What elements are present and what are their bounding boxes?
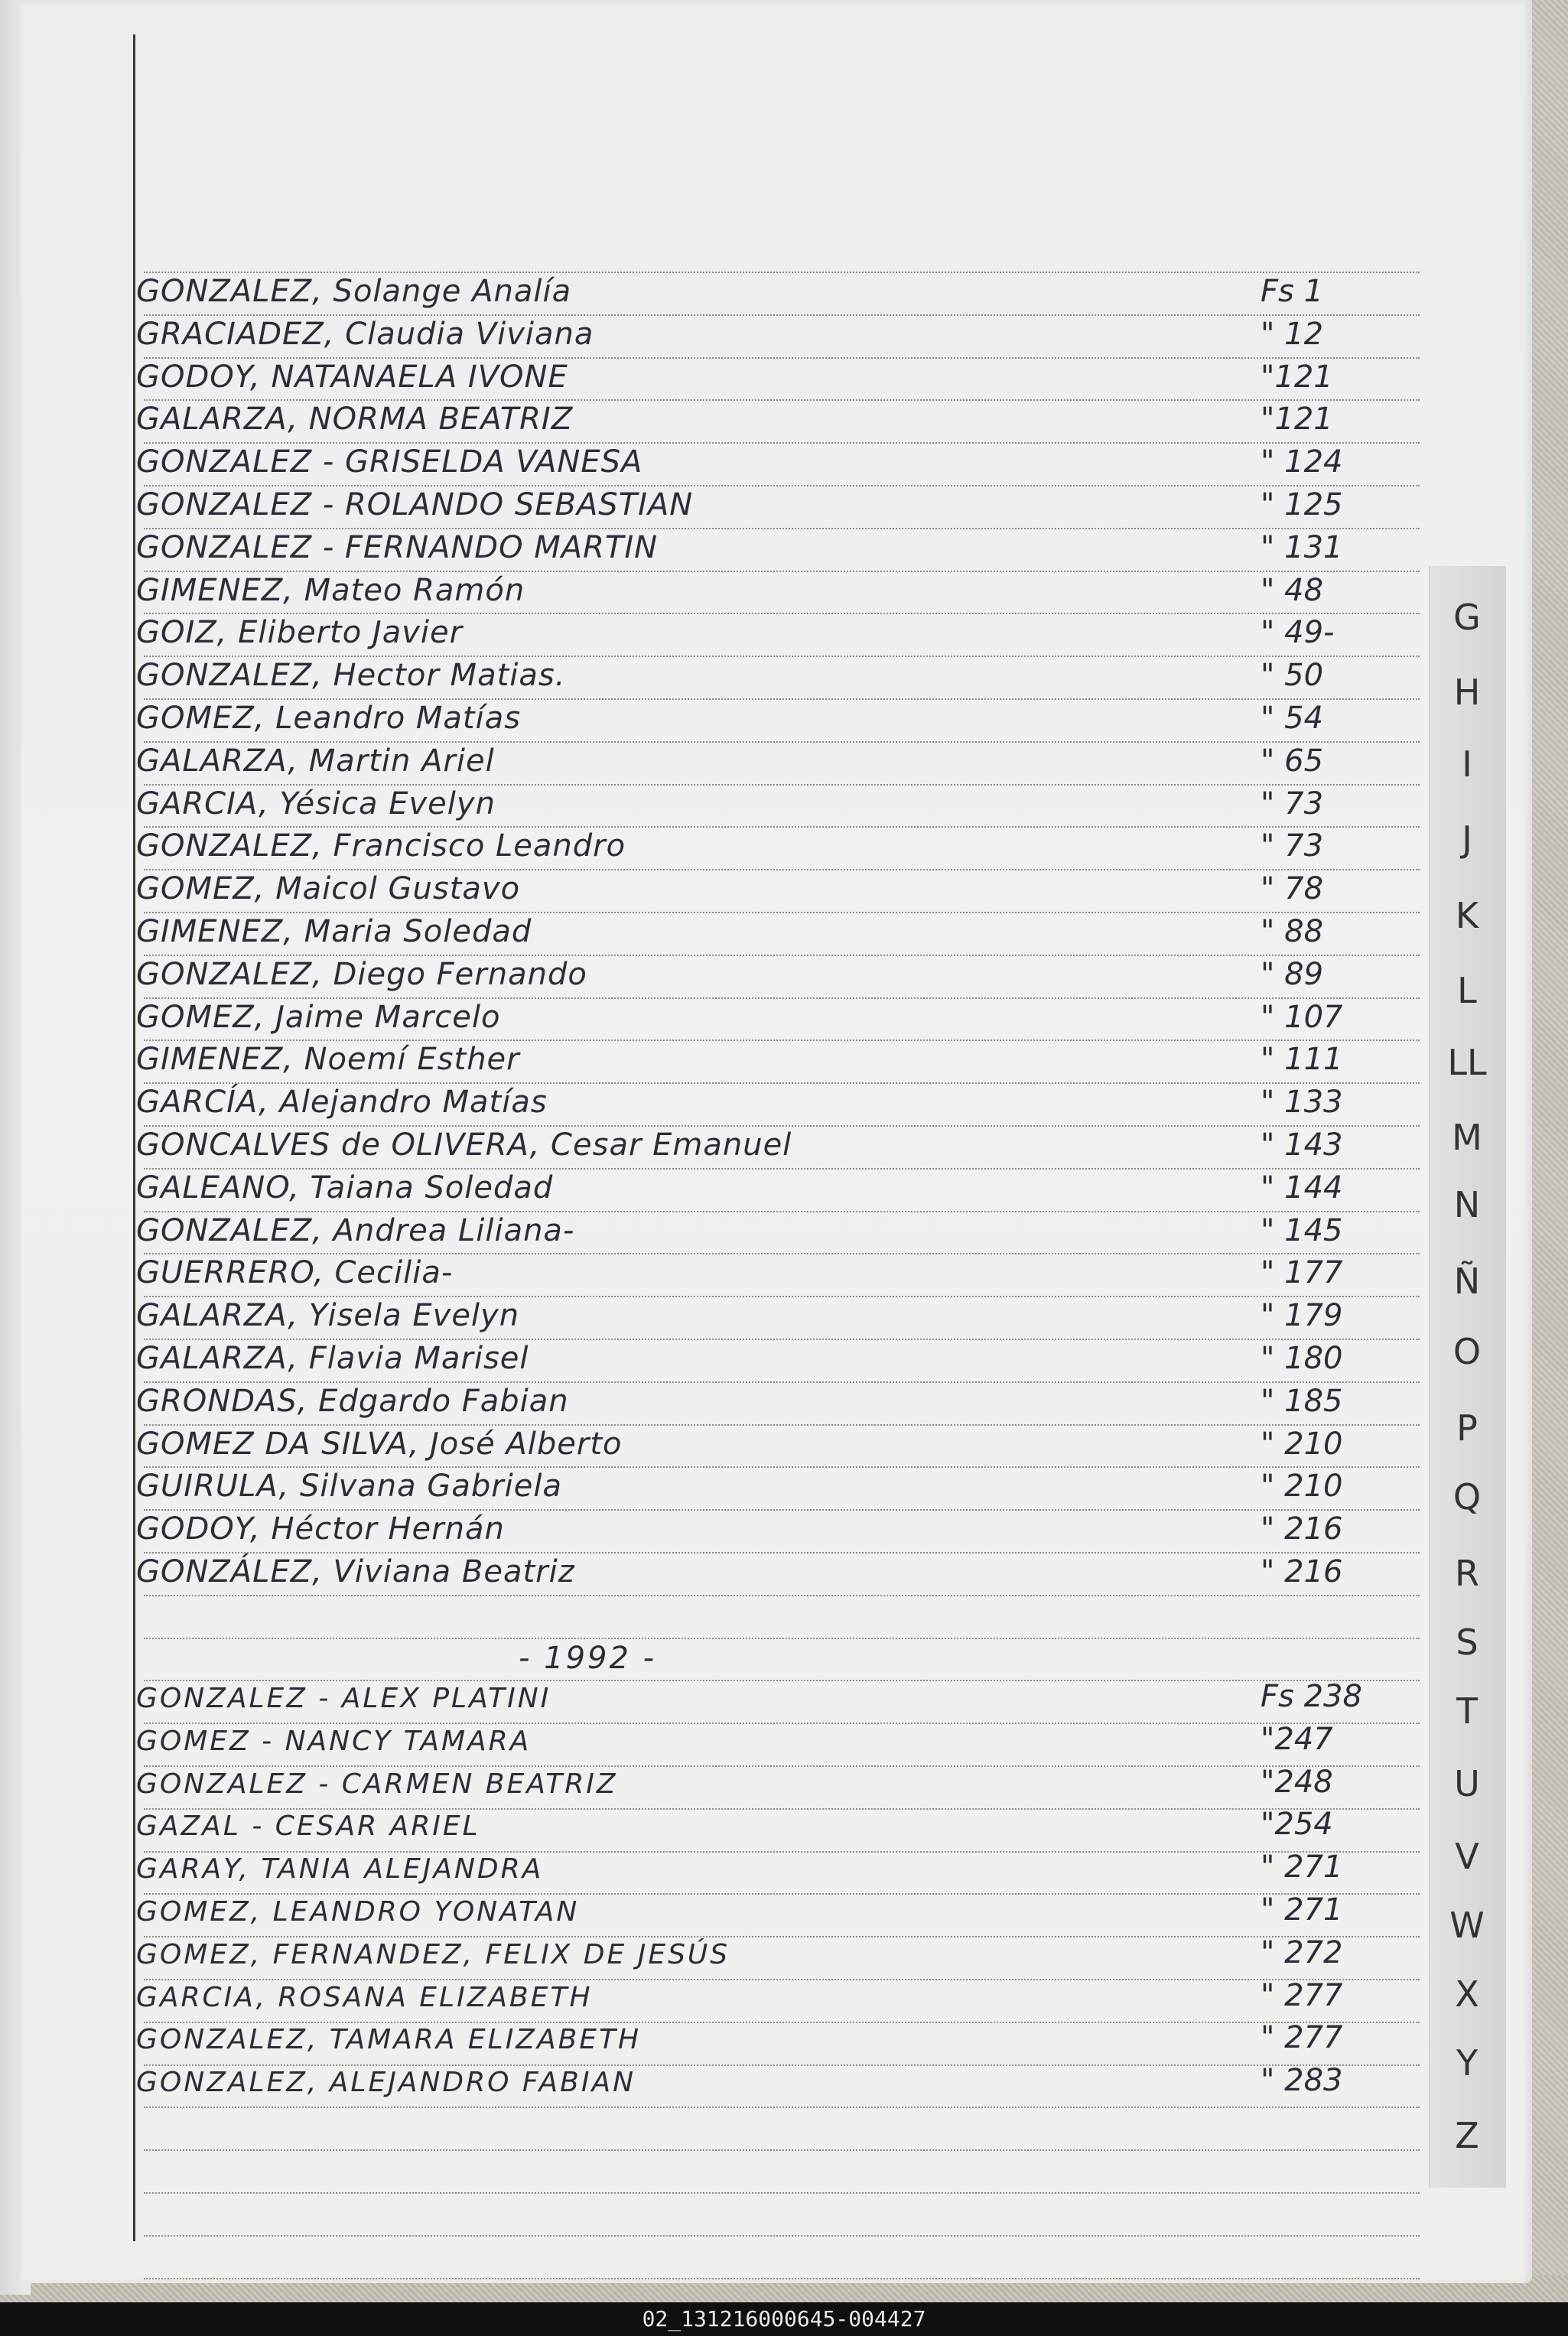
ledger-entry [136,1428,1436,1465]
ledger-page [21,0,1532,2283]
entry-name: GONZALEZ - FERNANDO MARTIN [136,529,659,565]
entry-name: GONZALEZ, Andrea Liliana- [136,1212,575,1248]
index-tab-7[interactable]: LL [1447,1042,1487,1083]
entry-name: GONZALEZ, Solange Analía [136,274,572,309]
entry-name: GALARZA, Martin Ariel [136,743,495,779]
ledger-entry [136,1977,1436,2016]
index-tab-10[interactable]: Ñ [1453,1261,1481,1302]
entry-name: GOMEZ, LEANDRO YONATAN [136,1896,580,1928]
ledger-entry [136,1212,1436,1251]
entry-name: GOMEZ, Leandro Matías [136,701,522,736]
image-id-footer: 02_131216000645-004427 [0,2302,1568,2336]
index-tab-20[interactable]: X [1455,1973,1479,2015]
ledger-entry [136,659,1436,696]
entry-folio: " 131 [1261,529,1343,565]
entry-folio: " 107 [1261,999,1343,1035]
ledger-entry [136,275,1436,312]
entry-name: GONZALEZ, Francisco Leandro [136,828,626,864]
ruled-line [144,656,1420,657]
index-tab-1[interactable]: G [1453,597,1481,638]
ruled-line [144,698,1420,700]
ruled-line [144,955,1420,956]
entry-name: GRONDAS, Edgardo Fabian [136,1383,569,1419]
entry-name: GARAY, TANIA ALEJANDRA [136,1853,544,1885]
entry-name: GRACIADEZ, Claudia Viviana [136,316,594,352]
ledger-entry [136,745,1436,782]
ledger-entry [136,1300,1436,1336]
ledger-entry [136,1934,1436,1973]
ruled-line [144,1125,1420,1127]
ruled-line [144,399,1420,401]
entry-name: GALARZA, Flavia Marisel [136,1341,529,1376]
entry-name: GIMENEZ, Noemí Esther [136,1042,520,1078]
entry-folio: "121 [1261,402,1333,438]
index-tab-5[interactable]: K [1455,895,1479,936]
entry-name: GUERRERO, Cecilia- [136,1255,454,1291]
ruled-line [144,2149,1420,2151]
index-tab-3[interactable]: I [1462,743,1472,785]
entry-name: GODOY, NATANAELA IVONE [136,359,568,395]
entry-folio: " 144 [1261,1170,1343,1205]
entry-name: GONZÁLEZ, Viviana Beatriz [136,1554,575,1589]
ledger-entry [136,702,1436,739]
index-tab-13[interactable]: Q [1453,1476,1482,1518]
entry-folio: " 179 [1261,1298,1343,1334]
entry-folio: "254 [1261,1807,1333,1843]
entry-folio: "247 [1261,1721,1333,1757]
ledger-entry [136,1470,1436,1507]
index-tab-6[interactable]: L [1457,970,1477,1011]
ledger-entry [136,1513,1436,1550]
ledger-entry [136,529,1436,568]
ruled-line [144,1082,1420,1084]
index-tab-4[interactable]: J [1462,818,1472,860]
entry-folio: Fs 1 [1261,274,1324,309]
ruled-line [144,442,1420,444]
ruled-line [144,741,1420,743]
entry-name: GONZALEZ - ALEX PLATINI [136,1683,551,1714]
entry-folio: " 89 [1261,956,1324,992]
ledger-entry [136,830,1436,867]
ruled-line [144,1595,1420,1596]
ruled-line [144,997,1420,999]
ruled-line [144,2107,1420,2108]
ledger-entry [136,1680,1436,1717]
index-tab-22[interactable]: Z [1455,2115,1479,2156]
entry-name: GODOY, Héctor Hernán [136,1511,505,1547]
entry-name: GOMEZ DA SILVA, José Alberto [136,1426,623,1462]
index-tab-18[interactable]: V [1455,1836,1479,1877]
entry-name: GALARZA, Yisela Evelyn [136,1298,520,1334]
ledger-entry [136,1001,1436,1038]
ledger-entry [136,1086,1436,1123]
entry-name: GONZALEZ, ALEJANDRO FABIAN [136,2067,636,2099]
index-tab-12[interactable]: P [1456,1407,1478,1449]
ledger-entry [136,2064,1436,2101]
ruled-line [144,272,1420,273]
entry-name: GOMEZ, FERNANDEZ, FELIX DE JESÚS [136,1938,730,1970]
entry-folio: " 216 [1261,1554,1343,1589]
ruled-line [144,912,1420,913]
entry-name: GIMENEZ, Maria Soledad [136,914,532,949]
ruled-line [144,571,1420,572]
index-tab-16[interactable]: T [1456,1690,1479,1732]
index-tab-15[interactable]: S [1456,1622,1479,1663]
ruled-line [144,528,1420,529]
entry-folio: " 143 [1261,1127,1343,1163]
ruled-line [144,1039,1420,1041]
ledger-entry [136,958,1436,995]
index-tab-14[interactable]: R [1455,1553,1479,1594]
entry-folio: " 277 [1261,1977,1343,2013]
ruled-line [144,1424,1420,1426]
ruled-line [144,826,1420,828]
entry-name: GONZALEZ - CARMEN BEATRIZ [136,1768,618,1800]
entry-folio: " 65 [1261,743,1324,779]
entry-name: GONZALEZ - GRISELDA VANESA [136,444,643,480]
ledger-entry [136,489,1436,525]
ruled-line [144,1168,1420,1170]
entry-folio: " 272 [1261,1934,1343,1970]
entry-folio: " 50 [1261,658,1324,694]
ledger-entry [136,1851,1436,1888]
ruled-line [144,2235,1420,2237]
entry-folio: "121 [1261,359,1333,395]
entry-folio: " 277 [1261,2020,1343,2056]
ruled-line [144,1638,1420,1639]
ledger-entry [136,1808,1436,1845]
ruled-line [144,869,1420,870]
index-tab-8[interactable]: M [1452,1117,1482,1158]
ledger-entry [136,1257,1436,1293]
entry-folio: " 177 [1261,1255,1343,1291]
entry-folio: " 185 [1261,1383,1343,1419]
ruled-line [144,1253,1420,1254]
entry-name: GOMEZ, Jaime Marcelo [136,999,501,1035]
entry-folio: " 78 [1261,871,1324,907]
index-tab-21[interactable]: Y [1456,2042,1479,2084]
entry-folio: " 54 [1261,701,1324,736]
ledger-entry [136,574,1436,611]
year-heading: - 1992 - [519,1641,657,1676]
entry-name: GALEANO, Taiana Soledad [136,1170,554,1205]
entry-name: GONZALEZ, TAMARA ELIZABETH [136,2024,642,2056]
ledger-entry [136,318,1436,355]
ledger-entry [136,1043,1436,1080]
entry-name: GOIZ, Eliberto Javier [136,615,464,651]
entry-folio: " 12 [1261,316,1324,352]
ledger-entry [136,1556,1436,1593]
entry-name: GONCALVES de OLIVERA, Cesar Emanuel [136,1127,792,1163]
ledger-entry [136,1172,1436,1209]
ledger-entry [136,916,1436,952]
entry-name: GONZALEZ - ROLANDO SEBASTIAN [136,487,694,522]
index-tab-19[interactable]: W [1449,1905,1485,1946]
ruled-line [144,1552,1420,1554]
entry-folio: " 88 [1261,914,1324,949]
entry-name: GAZAL - CESAR ARIEL [136,1811,480,1843]
ledger-entry [136,2022,1436,2058]
ledger-entry [136,788,1436,825]
entry-folio: Fs 238 [1261,1679,1362,1714]
entry-folio: " 216 [1261,1511,1343,1547]
ledger-entry [136,1766,1436,1803]
entry-folio: " 73 [1261,828,1324,864]
ruled-line [144,485,1420,486]
ruled-line [144,2192,1420,2194]
entry-name: GARCIA, ROSANA ELIZABETH [136,1981,593,2013]
ledger-entry [136,1385,1436,1422]
entry-name: GIMENEZ, Mateo Ramón [136,572,525,608]
ruled-line [144,1339,1420,1340]
ledger-entry [136,617,1436,653]
entry-name: GOMEZ, Maicol Gustavo [136,871,521,907]
index-tab-9[interactable]: N [1453,1184,1481,1225]
ruled-line [144,1211,1420,1212]
entry-name: GONZALEZ, Diego Fernando [136,956,587,992]
entry-folio: " 73 [1261,786,1324,822]
entry-name: GALARZA, NORMA BEATRIZ [136,402,574,438]
ruled-line [144,784,1420,786]
ledger-entry [136,1129,1436,1166]
ledger-entry [136,1894,1436,1931]
ruled-line [144,314,1420,316]
entry-folio: " 125 [1261,487,1343,522]
entry-folio: " 210 [1261,1469,1343,1505]
ledger-entry [136,1723,1436,1760]
ruled-line [144,1381,1420,1383]
entry-folio: " 283 [1261,2063,1343,2099]
ruled-line [144,1466,1420,1468]
ruled-line [144,357,1420,359]
entry-folio: " 271 [1261,1892,1343,1928]
entry-folio: " 145 [1261,1212,1343,1248]
entry-folio: " 48 [1261,572,1324,608]
ruled-line [144,1509,1420,1511]
ruled-line [144,2278,1420,2279]
entry-folio: " 133 [1261,1085,1343,1121]
index-tab-2[interactable]: H [1453,672,1481,713]
ledger-entry [136,361,1436,398]
entry-folio: "248 [1261,1764,1333,1800]
ledger-entry [136,403,1436,440]
entry-folio: " 271 [1261,1850,1343,1885]
ledger-entry [136,1342,1436,1379]
entry-folio: " 210 [1261,1426,1343,1462]
index-tab-11[interactable]: O [1453,1331,1482,1372]
ruled-line [144,613,1420,614]
index-tab-17[interactable]: U [1454,1763,1480,1804]
entry-name: GARCIA, Yésica Evelyn [136,786,496,822]
entry-folio: " 124 [1261,444,1343,480]
entry-folio: " 111 [1261,1042,1343,1078]
entry-name: GARCÍA, Alejandro Matías [136,1085,548,1121]
entry-folio: " 180 [1261,1341,1343,1376]
ledger-entry [136,446,1436,483]
ledger-entry [136,873,1436,909]
ruled-line [144,1296,1420,1297]
margin-line [133,34,135,2241]
entry-name: GONZALEZ, Hector Matias. [136,658,566,694]
entry-name: GUIRULA, Silvana Gabriela [136,1469,563,1505]
entry-name: GOMEZ - NANCY TAMARA [136,1725,532,1757]
entry-folio: " 49- [1261,615,1335,651]
